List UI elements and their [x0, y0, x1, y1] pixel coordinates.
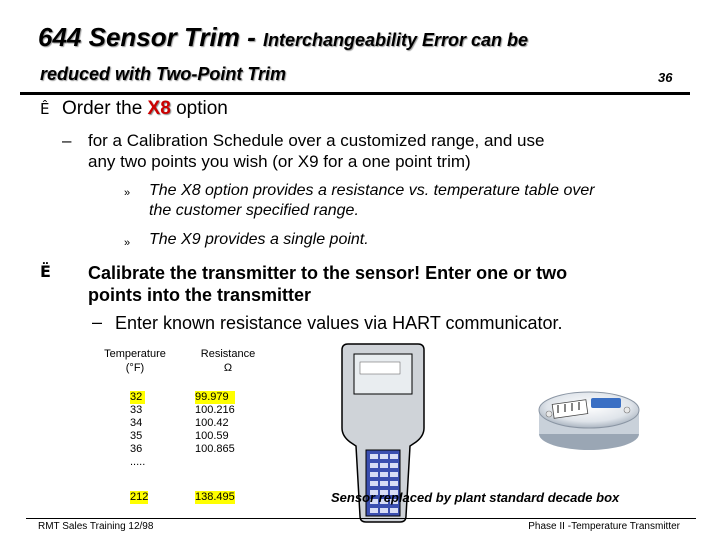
- sub-bullet-dash: –: [62, 131, 72, 150]
- sub-bullet-line2: any two points you wish (or X9 for a one point trim): [88, 152, 471, 171]
- sub-bullet-calibration: [88, 130, 544, 172]
- temp-value-212: 212: [130, 491, 149, 503]
- footer-left: RMT Sales Training 12/98: [38, 521, 154, 532]
- slide-title: [38, 22, 528, 53]
- x8-note-line2: the customer specified range.: [149, 202, 359, 219]
- res-value: 100.42: [195, 417, 229, 429]
- footer-divider: [26, 518, 696, 519]
- temp-value: 35: [130, 430, 143, 442]
- footer-right: Phase II -Temperature Transmitter: [528, 521, 680, 532]
- bullet2-dash: –: [92, 312, 103, 332]
- bullet-order-x8: [40, 98, 228, 120]
- temp-value: 34: [130, 417, 143, 429]
- temp-value: 33: [130, 404, 143, 416]
- bullet-prefix: Order the: [62, 98, 148, 119]
- temp-value: 32: [130, 391, 145, 404]
- temp-value: 36: [130, 443, 143, 455]
- col-header-resistance: [190, 347, 266, 375]
- temp-header-line1: Temperature: [104, 348, 166, 360]
- sub-bullet-line1: for a Calibration Schedule over a customized range, and use: [88, 131, 545, 150]
- image-caption: Sensor replaced by plant standard decade box: [331, 490, 620, 505]
- x8-note-line1: The X8 option provides a resistance vs. temperature table over: [149, 182, 595, 199]
- page-number: 36: [658, 70, 673, 85]
- x8-highlight: X8: [147, 98, 171, 119]
- marker-1: »: [124, 187, 131, 199]
- bullet2-sub: Enter known resistance values via HART communicator.: [115, 313, 563, 333]
- res-value: 100.59: [195, 430, 229, 442]
- res-header-line1: Resistance: [200, 348, 256, 360]
- x9-option-note: The X9 provides a single point.: [149, 231, 369, 248]
- bullet-glyph: Ê: [40, 100, 50, 118]
- bullet-suffix: option: [170, 98, 228, 119]
- x8-option-note: [149, 181, 595, 221]
- bullet2-line2: points into the transmitter: [88, 285, 312, 305]
- label-plate: [591, 398, 621, 408]
- slide-title-sub: Interchangeability Error can be: [262, 30, 529, 50]
- bullet-calibrate: [88, 262, 567, 306]
- marker-2: »: [124, 237, 131, 249]
- bullet2-line1: Calibrate the transmitter to the sensor! Enter one or two: [88, 263, 568, 283]
- slide-title-main: 644 Sensor Trim -: [38, 22, 263, 52]
- resistance-list: [195, 391, 235, 456]
- res-header-line2: Ω: [223, 362, 233, 374]
- res-value: 100.865: [195, 443, 235, 455]
- temp-header-line2: (°F): [125, 362, 145, 374]
- transmitter-image: [535, 376, 643, 456]
- col-header-temperature: [97, 347, 173, 375]
- screen-window: [360, 362, 400, 374]
- title-divider: [20, 92, 690, 95]
- res-value: 99.979: [195, 391, 235, 404]
- res-value-138: 138.495: [195, 491, 235, 503]
- slide-subtitle: reduced with Two-Point Trim: [40, 64, 287, 84]
- bullet2-glyph: Ë: [40, 262, 51, 281]
- res-value: 100.216: [195, 404, 235, 416]
- temp-ellipsis: .....: [130, 456, 146, 468]
- temp-list: [130, 391, 145, 469]
